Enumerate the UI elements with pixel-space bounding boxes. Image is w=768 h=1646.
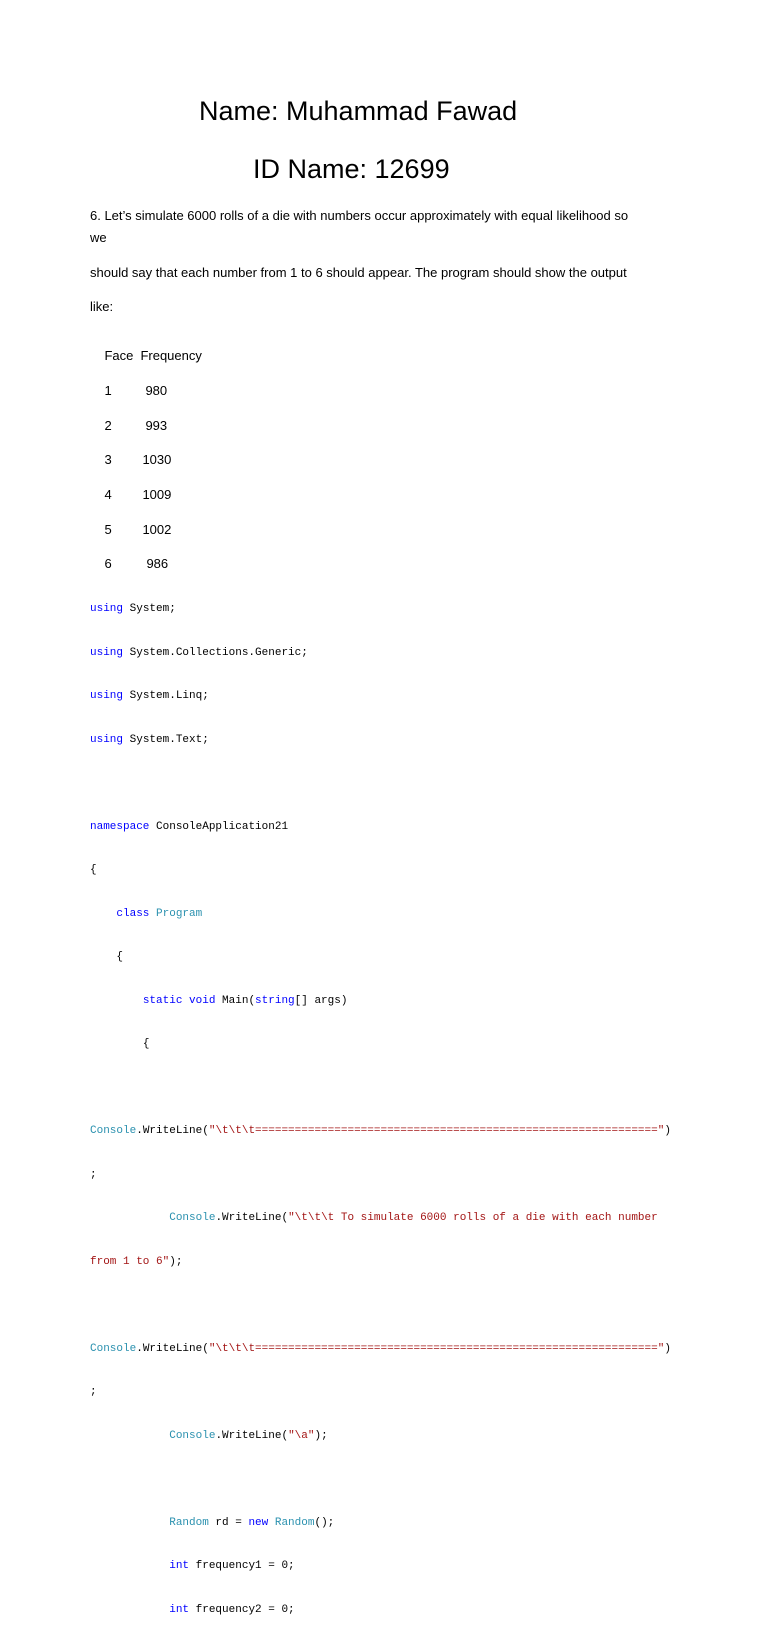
face-cell: 5 bbox=[104, 522, 112, 537]
code-indent bbox=[90, 1212, 169, 1224]
code-indent bbox=[90, 1604, 169, 1616]
code-text: { bbox=[116, 951, 124, 963]
code-keyword: string bbox=[255, 994, 295, 1007]
code-indent bbox=[90, 1430, 169, 1442]
code-text: (); bbox=[314, 1516, 335, 1529]
code-line bbox=[90, 1603, 671, 1618]
code-indent bbox=[90, 995, 143, 1007]
code-text: ) bbox=[664, 1342, 671, 1355]
code-text: { bbox=[142, 1038, 150, 1050]
code-keyword: class bbox=[116, 907, 150, 920]
frequency-cell: 993 bbox=[145, 418, 168, 433]
code-keyword: int bbox=[169, 1603, 190, 1616]
code-keyword: using bbox=[90, 603, 124, 615]
code-listing bbox=[90, 573, 671, 1646]
code-line bbox=[90, 1211, 671, 1226]
code-text: System.Collections.Generic; bbox=[123, 646, 308, 659]
code-string: "\t\t\t=============================================================" bbox=[208, 1125, 665, 1137]
code-text: frequency1 = 0; bbox=[189, 1560, 295, 1572]
code-keyword: static bbox=[142, 994, 183, 1007]
code-line bbox=[90, 1429, 671, 1444]
code-line bbox=[90, 689, 671, 704]
code-line bbox=[90, 1255, 671, 1270]
code-line bbox=[90, 1037, 671, 1052]
face-header: Face bbox=[104, 348, 134, 363]
code-line bbox=[90, 1342, 671, 1357]
frequency-cell: 980 bbox=[145, 383, 168, 398]
code-line bbox=[90, 1124, 671, 1139]
frequency-header: Frequency bbox=[140, 348, 202, 363]
code-text: .WriteLine( bbox=[215, 1429, 289, 1442]
code-text: [] args) bbox=[294, 994, 348, 1007]
question-line-2: we bbox=[90, 230, 107, 245]
student-name-title: Name: Muhammad Fawad bbox=[199, 96, 518, 126]
code-text: { bbox=[90, 864, 97, 876]
code-text: .WriteLine( bbox=[136, 1125, 209, 1137]
code-text: ); bbox=[169, 1255, 183, 1268]
code-line bbox=[90, 1559, 671, 1574]
code-line bbox=[90, 646, 671, 661]
code-type: Console bbox=[90, 1342, 137, 1355]
code-string: from 1 to 6" bbox=[90, 1255, 170, 1268]
code-string: "\a" bbox=[288, 1429, 315, 1442]
code-text: ); bbox=[314, 1429, 328, 1442]
code-text: rd = bbox=[208, 1516, 249, 1529]
code-text: frequency2 = 0; bbox=[189, 1603, 295, 1616]
student-id-title: ID Name: 12699 bbox=[253, 154, 450, 184]
code-text: ; bbox=[90, 1168, 97, 1181]
code-text: ConsoleApplication21 bbox=[149, 820, 289, 833]
face-cell: 1 bbox=[104, 383, 112, 398]
code-line bbox=[90, 1385, 671, 1400]
code-line bbox=[90, 950, 671, 965]
code-type: Random bbox=[274, 1516, 315, 1529]
code-type: Console bbox=[169, 1429, 216, 1442]
face-cell: 4 bbox=[104, 487, 112, 502]
code-line bbox=[90, 907, 671, 922]
code-keyword: int bbox=[169, 1560, 190, 1572]
question-line-1: 6. Let’s simulate 6000 rolls of a die with numbers occur approximately with equal likelihood so bbox=[90, 208, 629, 223]
code-line bbox=[90, 733, 671, 748]
code-indent bbox=[90, 951, 116, 963]
code-keyword: new bbox=[248, 1516, 269, 1529]
face-cell: 2 bbox=[104, 418, 112, 433]
code-line bbox=[90, 820, 671, 835]
code-keyword: using bbox=[90, 690, 124, 702]
frequency-cell: 1002 bbox=[142, 522, 172, 537]
code-indent bbox=[90, 1517, 169, 1529]
code-indent bbox=[90, 1560, 169, 1572]
face-cell: 3 bbox=[104, 452, 112, 467]
code-text: .WriteLine( bbox=[136, 1342, 209, 1355]
code-keyword: using bbox=[90, 646, 124, 659]
code-line bbox=[90, 994, 671, 1009]
code-text: Main( bbox=[215, 994, 256, 1007]
frequency-cell: 986 bbox=[146, 556, 169, 571]
code-text: System.Linq; bbox=[123, 690, 209, 702]
code-type: Program bbox=[156, 907, 203, 920]
code-text: System.Text; bbox=[123, 733, 209, 746]
code-text: System; bbox=[123, 603, 176, 615]
face-cell: 6 bbox=[104, 556, 112, 571]
code-type: Console bbox=[169, 1212, 216, 1224]
question-line-4: like: bbox=[90, 299, 114, 314]
code-type: Random bbox=[169, 1516, 209, 1529]
question-line-3: should say that each number from 1 to 6 should appear. The program should show the output bbox=[90, 265, 627, 280]
code-line bbox=[90, 1516, 671, 1531]
code-keyword: void bbox=[189, 994, 216, 1007]
code-keyword: using bbox=[90, 733, 124, 746]
code-text: ; bbox=[90, 1386, 97, 1398]
code-indent bbox=[90, 1038, 143, 1050]
code-string: "\t\t\t=============================================================" bbox=[208, 1342, 665, 1355]
code-type: Console bbox=[90, 1125, 137, 1137]
code-text: ) bbox=[664, 1125, 671, 1137]
code-indent bbox=[90, 908, 116, 920]
code-keyword: namespace bbox=[90, 820, 150, 833]
code-line bbox=[90, 1168, 671, 1183]
code-line bbox=[90, 863, 671, 878]
frequency-cell: 1030 bbox=[142, 452, 172, 467]
code-line bbox=[90, 602, 671, 617]
code-string: "\t\t\t To simulate 6000 rolls of a die with each number bbox=[288, 1212, 658, 1224]
frequency-cell: 1009 bbox=[142, 487, 172, 502]
code-text: .WriteLine( bbox=[215, 1212, 289, 1224]
